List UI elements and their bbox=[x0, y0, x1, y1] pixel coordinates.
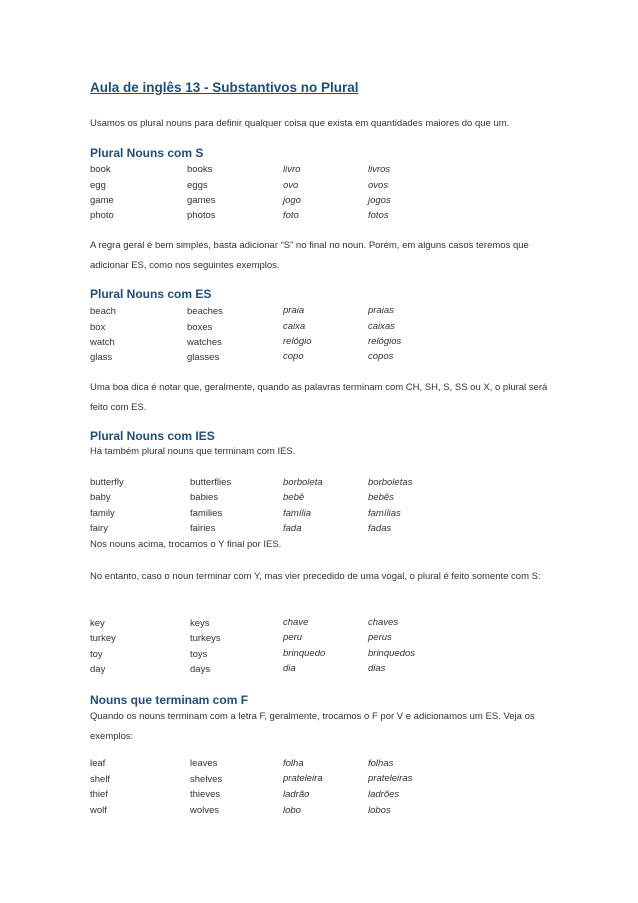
table-cell: ovos bbox=[368, 180, 389, 191]
table-cell: família bbox=[283, 508, 311, 519]
table-cell: babies bbox=[190, 492, 218, 503]
f-intro-paragraph: Quando os nouns terminam com a letra F, geralmente, trocamos o F por V e adicionamos um ES. Veja os exemplos: bbox=[90, 711, 535, 742]
intro-paragraph: Usamos os plural nouns para definir qualquer coisa que exista em quantidades maiores do que um. bbox=[90, 118, 510, 129]
table-cell: shelves bbox=[190, 774, 223, 785]
table-cell: glass bbox=[90, 352, 113, 363]
table-cell: leaves bbox=[190, 758, 218, 769]
table-cell: boxes bbox=[187, 322, 213, 333]
table-cell: ladrão bbox=[283, 789, 310, 800]
table-cell: thief bbox=[90, 789, 108, 800]
table-cell: lobo bbox=[283, 805, 301, 816]
table-cell: caixa bbox=[283, 321, 306, 332]
table-cell: relógios bbox=[368, 336, 402, 347]
table-cell: shelf bbox=[90, 774, 111, 785]
vowel-y-paragraph: No entanto, caso o noun terminar com Y, mas vier precedido de uma vogal, o plural é feito somente com S: bbox=[90, 571, 541, 582]
table-cell: brinquedos bbox=[368, 648, 416, 659]
table-cell: leaf bbox=[90, 758, 106, 769]
table-cell: lobos bbox=[368, 805, 391, 816]
table-cell: peru bbox=[283, 632, 303, 643]
table-cell: glasses bbox=[187, 352, 220, 363]
table-cell: bebês bbox=[368, 492, 394, 503]
table-cell: days bbox=[190, 664, 211, 675]
table-cell: jogos bbox=[368, 195, 391, 206]
section-heading-ies: Plural Nouns com IES bbox=[90, 429, 215, 443]
section-heading-s: Plural Nouns com S bbox=[90, 146, 204, 160]
document-title: Aula de inglês 13 - Substantivos no Plural bbox=[90, 80, 359, 95]
table-cell: fotos bbox=[368, 210, 389, 221]
table-cell: copos bbox=[368, 351, 394, 362]
table-cell: ladrões bbox=[368, 789, 400, 800]
table-cell: keys bbox=[190, 618, 210, 629]
table-cell: livro bbox=[283, 164, 301, 175]
table-cell: thieves bbox=[190, 789, 221, 800]
table-cell: fairies bbox=[190, 523, 216, 534]
table-cell: toy bbox=[90, 649, 103, 660]
table-cell: fairy bbox=[90, 523, 108, 534]
ies-intro-paragraph: Há também plural nouns que terminam com IES. bbox=[90, 446, 296, 457]
table-cell: borboletas bbox=[368, 477, 413, 488]
rule-paragraph-s: A regra geral é bem simples, basta adicionar “S” no final no noun. Porém, em alguns casos teremos que adicionar ES, como nos seguintes exemplos. bbox=[90, 240, 529, 271]
table-cell: butterflies bbox=[190, 477, 232, 488]
table-cell: photos bbox=[187, 210, 216, 221]
table-cell: dias bbox=[368, 663, 386, 674]
table-cell: families bbox=[190, 508, 223, 519]
table-cell: brinquedo bbox=[283, 648, 326, 659]
section-heading-f: Nouns que terminam com F bbox=[90, 693, 249, 707]
table-cell: prateleira bbox=[283, 773, 323, 784]
ies-note-paragraph: Nos nouns acima, trocamos o Y final por IES. bbox=[90, 539, 282, 550]
table-cell: fadas bbox=[368, 523, 392, 534]
table-cell: eggs bbox=[187, 180, 208, 191]
tip-paragraph-es: Uma boa dica é notar que, geralmente, quando as palavras terminam com CH, SH, S, SS ou X, o plural será feito com ES. bbox=[90, 382, 548, 413]
table-cell: copo bbox=[283, 351, 304, 362]
table-cell: watch bbox=[90, 337, 115, 348]
table-cell: turkey bbox=[90, 633, 116, 644]
table-cell: caixas bbox=[368, 321, 395, 332]
table-cell: game bbox=[90, 195, 114, 206]
table-cell: borboleta bbox=[283, 477, 323, 488]
table-cell: toys bbox=[190, 649, 208, 660]
table-cell: turkeys bbox=[190, 633, 221, 644]
table-cell: beaches bbox=[187, 306, 223, 317]
section-heading-es: Plural Nouns com ES bbox=[90, 287, 212, 301]
table-cell: prateleiras bbox=[368, 773, 413, 784]
table-cell: perus bbox=[368, 632, 392, 643]
table-cell: books bbox=[187, 164, 213, 175]
table-cell: family bbox=[90, 508, 115, 519]
table-cell: games bbox=[187, 195, 216, 206]
table-cell: baby bbox=[90, 492, 111, 503]
table-cell: chaves bbox=[368, 617, 399, 628]
table-cell: praias bbox=[368, 305, 394, 316]
table-cell: fada bbox=[283, 523, 302, 534]
table-cell: wolves bbox=[190, 805, 220, 816]
table-cell: watches bbox=[187, 337, 222, 348]
table-cell: butterfly bbox=[90, 477, 124, 488]
table-cell: ovo bbox=[283, 180, 299, 191]
table-cell: folhas bbox=[368, 758, 394, 769]
table-cell: photo bbox=[90, 210, 114, 221]
table-cell: egg bbox=[90, 180, 106, 191]
table-cell: key bbox=[90, 618, 105, 629]
table-cell: wolf bbox=[90, 805, 107, 816]
table-cell: dia bbox=[283, 663, 296, 674]
table-cell: praia bbox=[283, 305, 305, 316]
table-cell: famílias bbox=[368, 508, 401, 519]
table-cell: foto bbox=[283, 210, 299, 221]
table-cell: livros bbox=[368, 164, 391, 175]
table-cell: jogo bbox=[283, 195, 301, 206]
table-cell: relógio bbox=[283, 336, 312, 347]
table-cell: day bbox=[90, 664, 106, 675]
table-cell: box bbox=[90, 322, 106, 333]
table-cell: folha bbox=[283, 758, 304, 769]
table-cell: book bbox=[90, 164, 111, 175]
table-cell: beach bbox=[90, 306, 116, 317]
table-cell: bebê bbox=[283, 492, 305, 503]
table-cell: chave bbox=[283, 617, 309, 628]
